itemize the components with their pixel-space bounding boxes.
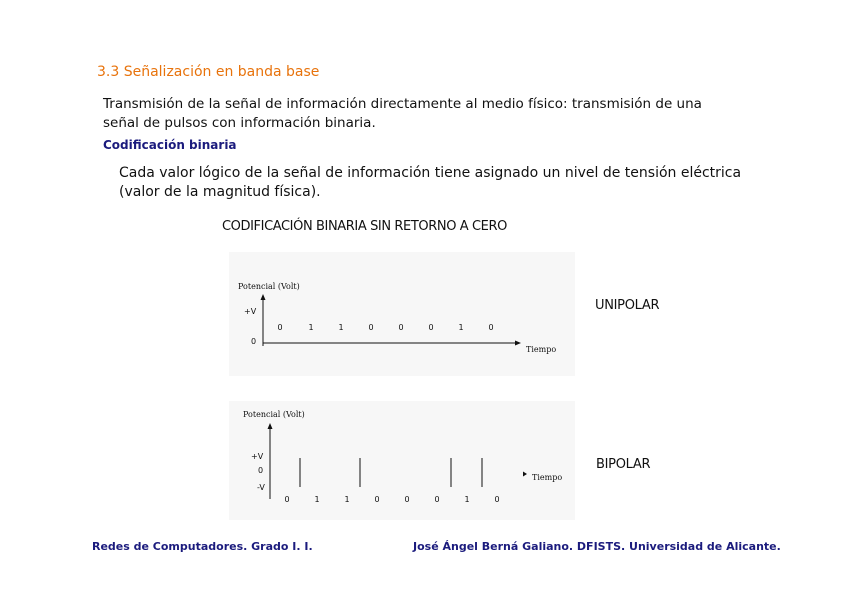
bipolar-bit: 1 [464,495,470,504]
unipolar-bits [277,323,493,332]
bipolar-bits [284,495,499,504]
bipolar-label: BIPOLAR [596,457,651,472]
footer-course: Redes de Computadores. Grado I. I. [92,540,313,553]
body-text-line-1: Cada valor lógico de la señal de información tiene asignado un nivel de tensión eléctrica [119,165,742,181]
body-text-line-2: (valor de la magnitud física). [119,184,321,200]
unipolar-level-zero: 0 [251,337,257,346]
unipolar-level-high: +V [244,307,257,316]
unipolar-y-arrow-icon [261,294,266,300]
bipolar-bit: 1 [344,495,350,504]
footer-author: José Ángel Berná Galiano. DFISTS. Universidad de Alicante. [413,540,781,553]
unipolar-plot [229,252,575,376]
unipolar-bit: 0 [428,323,434,332]
intro-text-line-2: señal de pulsos con información binaria. [103,115,376,131]
bipolar-bit: 0 [404,495,410,504]
unipolar-bit: 0 [398,323,404,332]
unipolar-bit: 0 [488,323,494,332]
unipolar-diagram [229,252,575,376]
unipolar-y-axis-label: Potencial (Volt) [238,282,300,291]
intro-text-line-1: Transmisión de la señal de información directamente al medio físico: transmisión de una [103,96,702,112]
bipolar-y-arrow-icon [268,423,273,429]
unipolar-bit: 1 [308,323,314,332]
subheading: Codificación binaria [103,138,237,152]
unipolar-bit: 0 [368,323,374,332]
bipolar-bit: 1 [314,495,320,504]
unipolar-x-arrow-icon [515,341,521,346]
unipolar-label: UNIPOLAR [595,298,660,313]
unipolar-x-axis-label: Tiempo [526,345,557,354]
bipolar-plot [229,401,575,520]
bipolar-diagram [229,401,575,520]
section-heading: 3.3 Señalización en banda base [97,64,320,80]
unipolar-bit: 1 [338,323,344,332]
unipolar-bit: 1 [458,323,464,332]
bipolar-level-high: +V [251,452,264,461]
bipolar-x-arrow-icon [523,472,527,477]
bipolar-bit: 0 [374,495,380,504]
bipolar-x-axis-label: Tiempo [532,473,563,482]
bipolar-y-axis-label: Potencial (Volt) [243,410,305,419]
diagram-title: CODIFICACIÓN BINARIA SIN RETORNO A CERO [222,219,507,234]
bipolar-bit: 0 [284,495,290,504]
bipolar-bit: 0 [434,495,440,504]
bipolar-level-low: -V [257,483,265,492]
unipolar-bit: 0 [277,323,283,332]
bipolar-bit: 0 [494,495,500,504]
bipolar-level-zero: 0 [258,466,264,475]
